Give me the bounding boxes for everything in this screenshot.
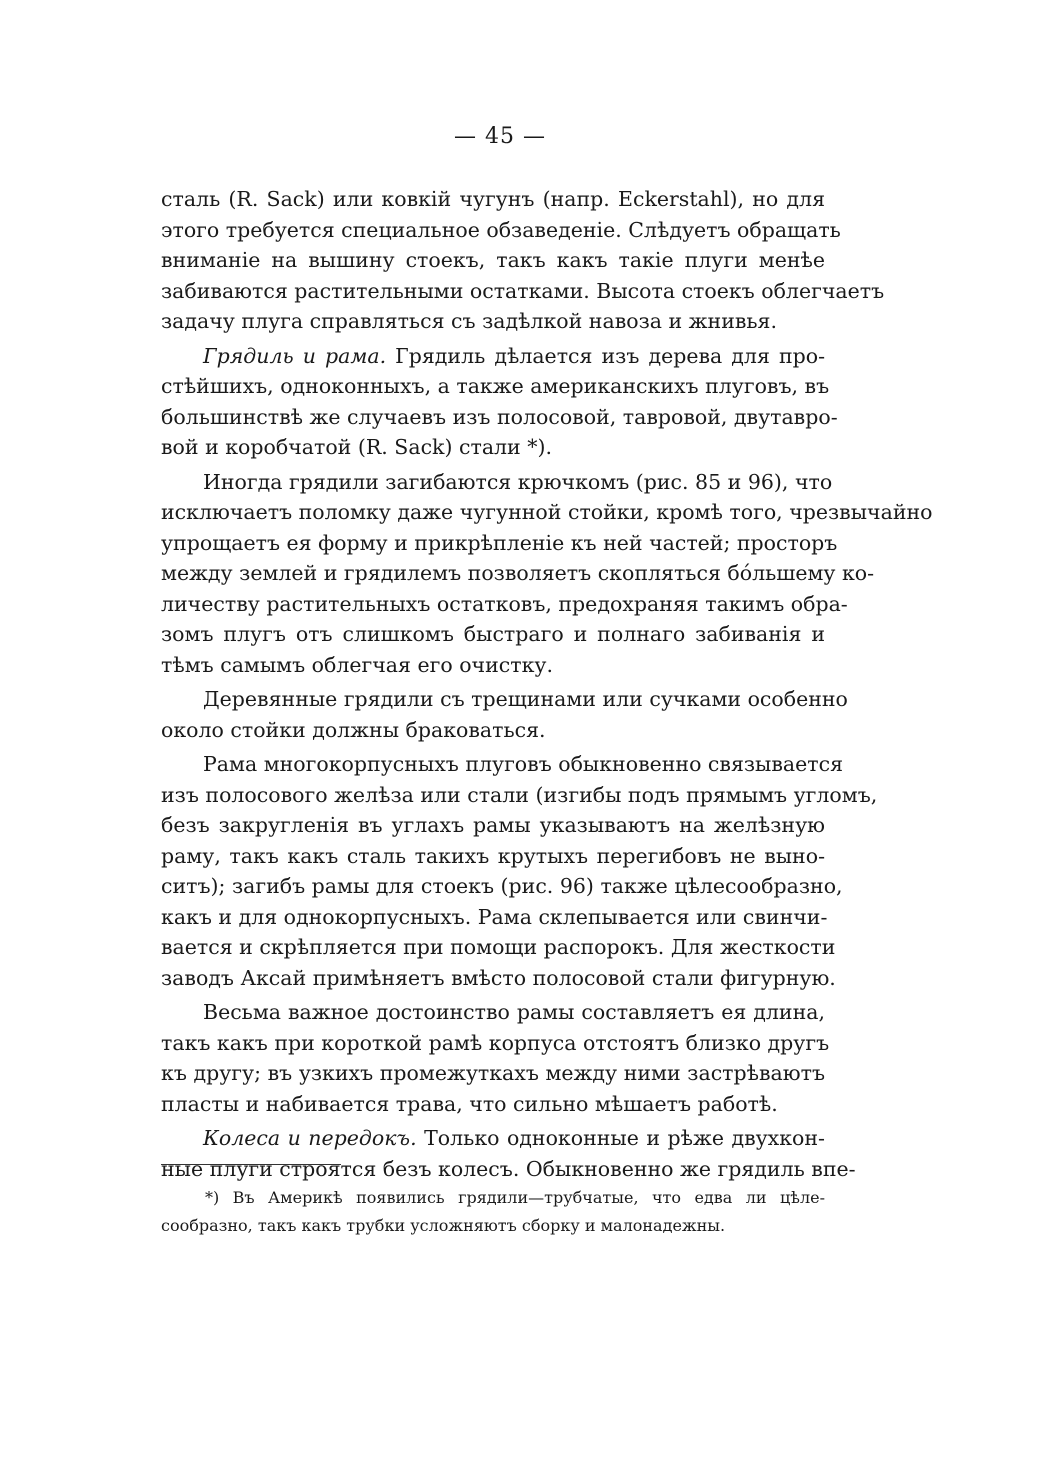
text-line: между землей и грядилемъ позволяетъ скопляться бóльшему ко- (161, 561, 875, 585)
text-line: Рама многокорпусныхъ плуговъ обыкновенно связывается (203, 752, 844, 776)
footnote-line: *) Въ Америкѣ появились грядили—трубчатые, что едва ли цѣле- (205, 1188, 825, 1207)
text-line: ные плуги строятся безъ колесъ. Обыкновенно же грядиль впе- (161, 1156, 856, 1181)
text-line: какъ и для однокорпусныхъ. Рама склепывается или свинчи- (161, 904, 828, 929)
text-line: безъ закругленiя въ углахъ рамы указываютъ на желѣзную (161, 813, 825, 837)
text-line: Иногда грядили загибаются крючкомъ (рис. 85 и 96), что (203, 469, 833, 494)
text-line: заводъ Аксай примѣняетъ вмѣсто полосовой стали фигурную. (161, 965, 836, 990)
text-line: вниманiе на вышину стоекъ, такъ какъ такiе плуги менѣе (161, 248, 825, 272)
text-line: изъ полосового желѣза или стали (изгибы подъ прямымъ угломъ, (161, 782, 878, 807)
text-line: къ другу; въ узкихъ промежуткахъ между ними застрѣваютъ (161, 1061, 825, 1085)
paragraph (161, 749, 878, 993)
paragraph (161, 1123, 856, 1184)
text-line (161, 1123, 825, 1154)
text-line: вается и скрѣпляется при помощи распорокъ. Для жесткости (161, 935, 836, 959)
text-line: исключаетъ поломку даже чугунной стойки, кромѣ того, чрезвычайно (161, 500, 933, 524)
text-line: личеству растительныхъ остатковъ, предохраняя такимъ обра- (161, 591, 848, 616)
text-line: такъ какъ при короткой рамѣ корпуса отстоятъ близко другъ (161, 1030, 830, 1055)
body-text (161, 184, 933, 1184)
footnote (161, 1184, 825, 1240)
text-line: зомъ плугъ отъ слишкомъ быстраго и полнаго забиванiя и (161, 622, 825, 646)
text-line: ситъ); загибъ рамы для стоекъ (рис. 96) также цѣлесообразно, (161, 874, 843, 898)
paragraph (161, 684, 848, 745)
text-line: пласты и набивается трава, что сильно мѣшаетъ работѣ. (161, 1091, 778, 1116)
text-line: около стойки должны браковаться. (161, 717, 546, 742)
text-line: Деревянные грядили съ трещинами или сучками особенно (203, 687, 848, 711)
text-line: большинствѣ же случаевъ изъ полосовой, тавровой, двутавро- (161, 404, 838, 429)
footnote-divider (161, 1164, 341, 1165)
footnote-line: сообразно, такъ какъ трубки усложняютъ сборку и малонадежны. (161, 1216, 726, 1235)
section-heading: Грядиль и рама. (203, 343, 387, 368)
section-heading: Колеса и передокъ. (203, 1126, 417, 1150)
paragraph (161, 467, 933, 681)
text-line (161, 341, 825, 372)
text-line: этого требуется специальное обзаведенiе. Слѣдуетъ обращать (161, 217, 841, 242)
text-line: задачу плуга справляться съ задѣлкой навоза и жнивья. (161, 309, 778, 333)
text-line: тѣмъ самымъ облегчая его очистку. (161, 652, 553, 677)
text-line: упрощаетъ ея форму и прикрѣпленiе къ ней частей; просторъ (161, 530, 838, 555)
text-line: раму, такъ какъ сталь такихъ крутыхъ перегибовъ не выно- (161, 843, 825, 868)
text-line: вой и коробчатой (R. Sack) стали *). (161, 435, 553, 459)
text-line: Весьма важное достоинство рамы составляетъ ея длина, (203, 1000, 825, 1024)
text-line-rest: Грядиль дѣлается изъ дерева для про- (395, 343, 825, 368)
text-line-rest: Только одноконные и рѣже двухкон- (424, 1126, 825, 1150)
paragraph (161, 184, 885, 337)
paragraph (161, 997, 830, 1119)
page-number: — 45 — (454, 124, 546, 149)
text-line: сталь (R. Sack) или ковкiй чугунъ (напр. Eckerstahl), но для (161, 187, 825, 211)
paragraph (161, 341, 838, 463)
text-line: забиваются растительными остатками. Высота стоекъ облегчаетъ (161, 278, 885, 303)
text-line: стѣйшихъ, одноконныхъ, а также американскихъ плуговъ, въ (161, 374, 830, 398)
